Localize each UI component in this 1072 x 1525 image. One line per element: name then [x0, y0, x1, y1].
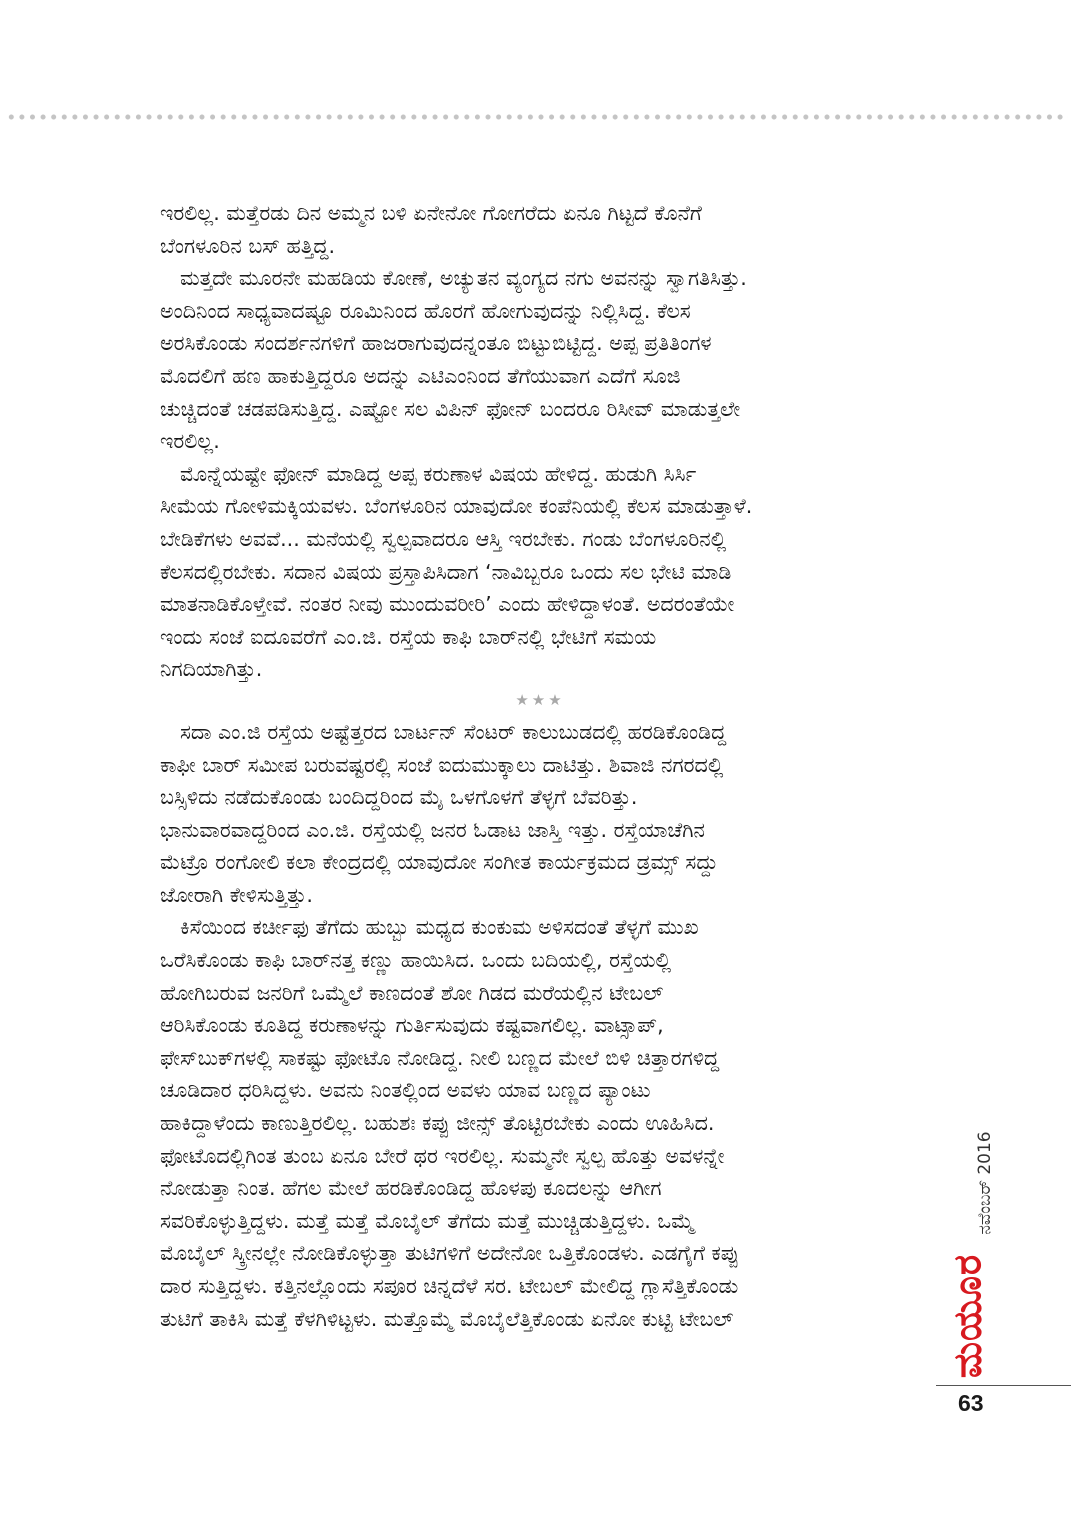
text-line: ದಾರ ಸುತ್ತಿದ್ದಳು. ಕತ್ತಿನಲ್ಲೊಂದು ಸಪೂರ ಚಿನ್ನದೆಳೆ ಸರ. ಟೇಬಲ್ ಮೇಲಿದ್ದ ಗ್ಲಾಸೆತ್ತಿಕೊಂಡು	[160, 1274, 739, 1298]
text-line: ಇರಲಿಲ್ಲ.	[160, 429, 220, 454]
text-line: ಮೆಟ್ರೊ ರಂಗೋಲಿ ಕಲಾ ಕೇಂದ್ರದಲ್ಲಿ ಯಾವುದೋ ಸಂಗೀತ ಕಾರ್ಯಕ್ರಮದ ಡ್ರಮ್ಸ್ ಸದ್ದು	[160, 850, 719, 875]
magazine-name: ಮಯೂರ	[945, 1253, 990, 1379]
text-line: ಕಾಫೀ ಬಾರ್ ಸಮೀಪ ಬರುವಷ್ಟರಲ್ಲಿ ಸಂಜೆ ಐದುಮುಕ್ಕಾಲು ದಾಟಿತ್ತು. ಶಿವಾಜಿ ನಗರದಲ್ಲಿ	[160, 752, 724, 777]
text-line: ಮೊದಲಿಗೆ ಹಣ ಹಾಕುತ್ತಿದ್ದರೂ ಅದನ್ನು ಎಟಿಎಂನಿಂದ ತೆಗೆಯುವಾಗ ಎದೆಗೆ ಸೂಜಿ	[160, 363, 681, 388]
text-line: ಅಂದಿನಿಂದ ಸಾಧ್ಯವಾದಷ್ಟೂ ರೂಮಿನಿಂದ ಹೊರಗೆ ಹೋಗುವುದನ್ನು ನಿಲ್ಲಿಸಿದ್ದ. ಕೆಲಸ	[160, 298, 691, 323]
text-line: ಚುಚ್ಚಿದಂತೆ ಚಡಪಡಿಸುತ್ತಿದ್ದ. ಎಷ್ಟೋ ಸಲ ವಿಪಿನ್ ಫೋನ್ ಬಂದರೂ ರಿಸೀವ್ ಮಾಡುತ್ತಲೇ	[160, 396, 741, 421]
text-line: ಒರೆಸಿಕೊಂಡು ಕಾಫಿ ಬಾರ್‌ನತ್ತ ಕಣ್ಣು ಹಾಯಿಸಿದ. ಒಂದು ಬದಿಯಲ್ಲಿ, ರಸ್ತೆಯಲ್ಲಿ	[160, 948, 672, 973]
page-number-rule	[936, 1385, 1071, 1386]
text-line: ಇಂದು ಸಂಜೆ ಐದೂವರೆಗೆ ಎಂ.ಜಿ. ರಸ್ತೆಯ ಕಾಫಿ ಬಾರ್‌ನಲ್ಲಿ ಭೇಟಿಗೆ ಸಮಯ	[160, 624, 657, 649]
text-line: ಸೀಮೆಯ ಗೋಳಿಮಕ್ಕಿಯವಳು. ಬೆಂಗಳೂರಿನ ಯಾವುದೋ ಕಂಪೆನಿಯಲ್ಲಿ ಕೆಲಸ ಮಾಡುತ್ತಾಳೆ.	[160, 494, 753, 519]
text-line: ಕಿಸೆಯಿಂದ ಕರ್ಚೀಫು ತೆಗೆದು ಹುಬ್ಬು ಮಧ್ಯದ ಕುಂಕುಮ ಅಳಿಸದಂತೆ ತೆಳ್ಳಗೆ ಮುಖ	[180, 915, 699, 940]
section-separator: ★★★	[515, 690, 565, 709]
text-line: ಫೋಟೊದಲ್ಲಿಗಿಂತ ತುಂಬ ಏನೂ ಬೇರೆ ಥರ ಇರಲಿಲ್ಲ. ಸುಮ್ಮನೇ ಸ್ವಲ್ಪ ಹೊತ್ತು ಅವಳನ್ನೇ	[160, 1143, 725, 1168]
text-line: ಬೆಂಗಳೂರಿನ ಬಸ್ ಹತ್ತಿದ್ದ.	[160, 233, 336, 258]
text-line: ಆರಿಸಿಕೊಂಡು ಕೂತಿದ್ದ ಕರುಣಾಳನ್ನು ಗುರ್ತಿಸುವುದು ಕಷ್ಟವಾಗಲಿಲ್ಲ. ವಾಟ್ಸಾಪ್,	[160, 1013, 664, 1038]
article-section-2	[160, 716, 920, 1335]
text-line: ಮತ್ತದೇ ಮೂರನೇ ಮಹಡಿಯ ಕೋಣೆ, ಅಚ್ಯುತನ ವ್ಯಂಗ್ಯದ ನಗು ಅವನನ್ನು ಸ್ವಾಗತಿಸಿತ್ತು.	[180, 266, 747, 291]
text-line: ಭಾನುವಾರವಾದ್ದರಿಂದ ಎಂ.ಜಿ. ರಸ್ತೆಯಲ್ಲಿ ಜನರ ಓಡಾಟ ಜಾಸ್ತಿ ಇತ್ತು. ರಸ್ತೆಯಾಚೆಗಿನ	[160, 817, 705, 842]
text-line: ಫೇಸ್‌ಬುಕ್‌ಗಳಲ್ಲಿ ಸಾಕಷ್ಟು ಫೋಟೊ ನೋಡಿದ್ದ. ನೀಲಿ ಬಣ್ಣದ ಮೇಲೆ ಬಿಳಿ ಚಿತ್ತಾರಗಳಿದ್ದ	[160, 1045, 720, 1070]
text-line: ಮೊಬೈಲ್ ಸ್ಕ್ರೀನಲ್ಲೇ ನೋಡಿಕೊಳ್ಳುತ್ತಾ ತುಟಿಗಳಿಗೆ ಅದೇನೋ ಒತ್ತಿಕೊಂಡಳು. ಎಡಗೈಗೆ ಕಪ್ಪು	[160, 1241, 740, 1266]
text-line: ನಿಗದಿಯಾಗಿತ್ತು.	[160, 657, 263, 682]
text-line: ಕೆಲಸದಲ್ಲಿರಬೇಕು. ಸದಾನ ವಿಷಯ ಪ್ರಸ್ತಾಪಿಸಿದಾಗ ‘ನಾವಿಬ್ಬರೂ ಒಂದು ಸಲ ಭೇಟಿ ಮಾಡಿ	[160, 559, 732, 584]
article-section-1	[160, 197, 920, 686]
page-number: 63	[958, 1390, 984, 1416]
text-line: ಮೊನ್ನೆಯಷ್ಟೇ ಫೋನ್ ಮಾಡಿದ್ದ ಅಪ್ಪ ಕರುಣಾಳ ವಿಷಯ ಹೇಳಿದ್ದ. ಹುಡುಗಿ ಸಿರ್ಸಿ	[180, 461, 697, 486]
text-line: ಸವರಿಕೊಳ್ಳುತ್ತಿದ್ದಳು. ಮತ್ತೆ ಮತ್ತೆ ಮೊಬೈಲ್ ತೆಗೆದು ಮತ್ತೆ ಮುಚ್ಚಿಡುತ್ತಿದ್ದಳು. ಒಮ್ಮೆ	[160, 1208, 695, 1233]
issue-date: ನವೆಂಬರ್ 2016	[975, 1131, 995, 1235]
text-line: ನೋಡುತ್ತಾ ನಿಂತ. ಹೆಗಲ ಮೇಲೆ ಹರಡಿಕೊಂಡಿದ್ದ ಹೊಳಪು ಕೂದಲನ್ನು ಆಗೀಗ	[160, 1176, 662, 1201]
text-line: ಚೂಡಿದಾರ ಧರಿಸಿದ್ದಳು. ಅವನು ನಿಂತಲ್ಲಿಂದ ಅವಳು ಯಾವ ಬಣ್ಣದ ಪ್ಯಾಂಟು	[160, 1078, 651, 1103]
text-line: ಹೋಗಿಬರುವ ಜನರಿಗೆ ಒಮ್ಮೆಲೆ ಕಾಣದಂತೆ ಶೋ ಗಿಡದ ಮರೆಯಲ್ಲಿನ ಟೇಬಲ್	[160, 980, 664, 1005]
text-line: ಅರಸಿಕೊಂಡು ಸಂದರ್ಶನಗಳಿಗೆ ಹಾಜರಾಗುವುದನ್ನಂತೂ ಬಿಟ್ಟುಬಿಟ್ಟಿದ್ದ. ಅಪ್ಪ ಪ್ರತಿತಿಂಗಳ	[160, 331, 712, 356]
text-line: ಮಾತನಾಡಿಕೊಳ್ತೇವೆ. ನಂತರ ನೀವು ಮುಂದುವರೀರಿ’ ಎಂದು ಹೇಳಿದ್ದಾಳಂತೆ. ಅದರಂತೆಯೇ	[160, 592, 735, 617]
article-body	[160, 197, 920, 1335]
dotted-header-rule	[6, 113, 1068, 121]
text-line: ಇರಲಿಲ್ಲ. ಮತ್ತೆರಡು ದಿನ ಅಮ್ಮನ ಬಳಿ ಏನೇನೋ ಗೋಗರೆದು ಏನೂ ಗಿಟ್ಟದೆ ಕೊನೆಗೆ	[160, 201, 702, 225]
text-line: ಬಸ್ಸಿಳಿದು ನಡೆದುಕೊಂಡು ಬಂದಿದ್ದರಿಂದ ಮೈ ಒಳಗೊಳಗೆ ತೆಳ್ಳಗೆ ಬೆವರಿತ್ತು.	[160, 785, 638, 810]
text-line: ತುಟಿಗೆ ತಾಕಿಸಿ ಮತ್ತೆ ಕೆಳಗಿಳಿಟ್ಟಳು. ಮತ್ತೊಮ್ಮೆ ಮೊಬೈಲೆತ್ತಿಕೊಂಡು ಏನೋ ಕುಟ್ಟಿ ಟೇಬಲ್	[160, 1306, 734, 1331]
text-line: ಸದಾ ಎಂ.ಜಿ ರಸ್ತೆಯ ಅಷ್ಟೆತ್ತರದ ಬಾರ್ಟನ್ ಸೆಂಟರ್ ಕಾಲುಬುಡದಲ್ಲಿ ಹರಡಿಕೊಂಡಿದ್ದ	[180, 719, 727, 744]
text-line: ಬೇಡಿಕೆಗಳು ಅವವೆ... ಮನೆಯಲ್ಲಿ ಸ್ವಲ್ಪವಾದರೂ ಆಸ್ತಿ ಇರಬೇಕು. ಗಂಡು ಬೆಂಗಳೂರಿನಲ್ಲಿ	[160, 526, 727, 551]
text-line: ಜೋರಾಗಿ ಕೇಳಿಸುತ್ತಿತ್ತು.	[160, 882, 313, 907]
text-line: ಹಾಕಿದ್ದಾಳೆಂದು ಕಾಣುತ್ತಿರಲಿಲ್ಲ. ಬಹುಶಃ ಕಪ್ಪು ಜೀನ್ಸ್ ತೊಟ್ಟಿರಬೇಕು ಎಂದು ಊಹಿಸಿದ.	[160, 1111, 715, 1136]
